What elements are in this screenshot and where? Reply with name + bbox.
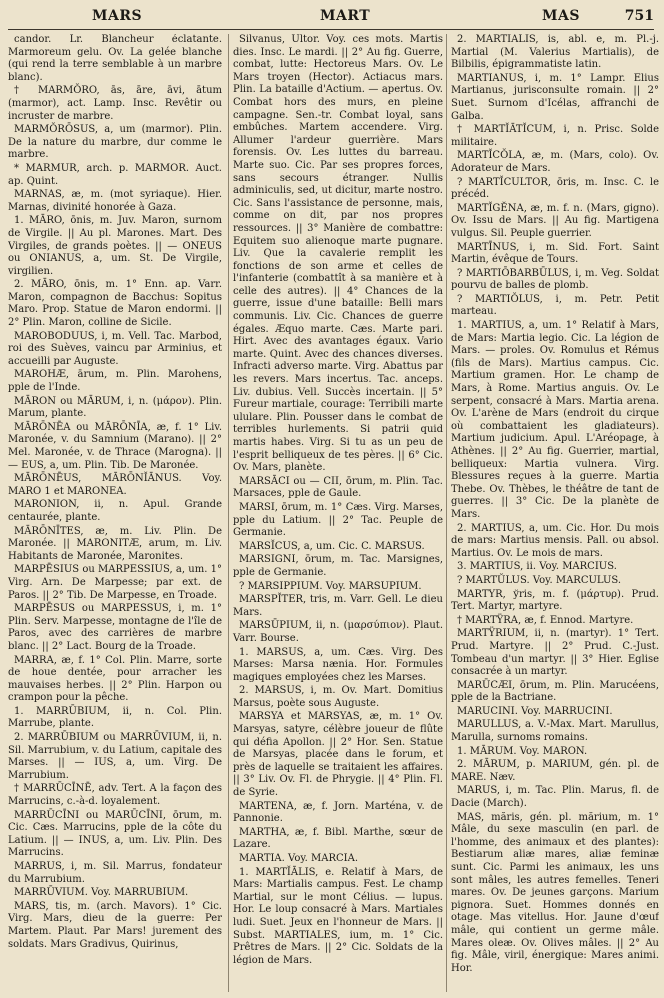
entry: MARMŎRŌSUS, a, um (marmor). Plin. De la nature du marbre, dur comme le marbre.	[8, 124, 222, 161]
entry: MARŪCÆI, ōrum, m. Plin. Marucéens, pple de la Bactriane.	[451, 679, 659, 704]
running-header	[8, 8, 654, 28]
entry: MAROBODUUS, i, m. Vell. Tac. Marbod, roi des Suèves, vaincu par Arminius, et accueilli par Auguste.	[8, 330, 222, 367]
page-number: 751	[624, 8, 654, 24]
entry: ? MARTĬCULTOR, ōris, m. Insc. C. le précéd.	[451, 176, 659, 201]
column-1	[8, 34, 222, 992]
entry: MAROHÆ, ārum, m. Plin. Marohens, pple de l'Inde.	[8, 369, 222, 394]
entry: MARSIGNI, ōrum, m. Tac. Marsignes, pple de Germanie.	[233, 554, 443, 578]
entry: † MARRŪCĪNĒ, adv. Tert. A la façon des Marrucins, c.-à-d. loyalement.	[8, 783, 222, 808]
entry: 2. MARSUS, i, m. Ov. Mart. Domitius Marsus, poète sous Auguste.	[233, 685, 443, 709]
entry: MARUCINI. Voy. MARRUCINI.	[457, 705, 613, 717]
entry: 1. MARTIUS, a, um. 1° Relatif à Mars, de Mars: Martia legio. Cic. La légion de Mars. — proles. Ov. Romulus et Rémus (fils de Mars). Martius campus. Cic. Martium gramen. Hor. Le champ de Mars, à Rome. Martius anguis. Ov. Le serpent, consacré à Mars. Martia arena. Ov. L'arène de Mars (endroit du cirque où combattaient les gladiateurs). Martium judicium. Apul. L'Aréopage, à Athènes. || 2° Au fig. Guerrier, martial, belliqueux: Martia vulnera. Virg. Blessures reçues à la guerre. Martia Thebe. Ov. Thèbes, le théâtre de tant de guerres. || 3° Cic. De la planète de Mars.	[451, 320, 659, 520]
entry: * MARMUR, arch. p. MARMOR. Auct. ap. Quint.	[8, 162, 222, 187]
entry: ? MARSIPPIUM. Voy. MARSUPIUM.	[239, 580, 422, 592]
entry: 1. MĀRO, ōnis, m. Juv. Maron, surnom de Virgile. || Au pl. Marones. Mart. Des Virgiles, de grands poètes. || — ONEUS ou ONIANUS, a, um. St. De Virgile, virgilien.	[8, 215, 222, 277]
entry: MARTŸRIUM, ii, n. (martyr). 1° Tert. Prud. Martyre. || 2° Prud. C.-Just. Tombeau d'un martyr. || 3° Hier. Eglise consacrée à un martyr.	[451, 628, 659, 678]
right-guide-word: MAS	[542, 8, 580, 24]
entry: Silvanus, Ultor. Voy. ces mots. Martis dies. Insc. Le mardi. || 2° Au fig. Guerre, combat, lutte: Hectoreus Mars. Ov. Le Mars troyen (Hector). Actiacus mars. Plin. La bataille d'Actium. — apertus. Ov. Combat hors des murs, en pleine campagne. Sen.-tr. Combat loyal, sans embûches. Martem accendere. Virg. Allumer l'ardeur guerrière. Mars forensis. Ov. Les luttes du barreau. Marte suo. Cic. Par ses propres forces, sans secours étranger. Nullis adminiculis, sed, ut dicitur, marte nostro. Cic. Sans l'assistance de personne, mais, comme on dit, par nos propres ressources. || 3° Manière de combattre: Equitem suo alienoque marte pugnare. Liv. Que la cavalerie remplit les fonctions de son arme et celles de l'infanterie (combattît à sa manière et à celle des autres). || 4° Chances de la guerre, issue d'une bataille: Belli mars communis. Liv. Cic. Chances de guerre égales. Æquo marte. Cæs. Marte pari. Hirt. Avec des avantages égaux. Vario marte. Quint. Avec des chances diverses. Infracti adverso marte. Virg. Abattus par les revers. Mars incertus. Tac. anceps. Liv. dubius. Vell. Succès incertain. || 5° Fureur martiale, courage: Terribili marte ululare. Plin. Pousser dans le combat de terribles hurlements. Si patrii quid martis habes. Virg. Si tu as un peu de l'esprit belliqueux de tes pères. || 6° Cic. Ov. Mars, planète.	[233, 34, 443, 474]
entry: MARTĬCŎLA, æ, m. (Mars, colo). Ov. Adorateur de Mars.	[451, 150, 659, 174]
entry: MARNAS, æ, m. (mot syriaque). Hier. Marnas, divinité honorée à Gaza.	[8, 189, 222, 213]
entry: MARTHA, æ, f. Bibl. Marthe, sœur de Lazare.	[233, 826, 443, 851]
entry: MARTIANUS, i, m. 1° Lampr. Elius Martianus, jurisconsulte romain. || 2° Suet. Surnom d'Icélas, affranchi de Galba.	[451, 72, 659, 122]
entry: MARULLUS, a. V.-Max. Mart. Marullus, Marulla, surnoms romains.	[451, 719, 659, 744]
entry: MARTĬGĔNA, æ, m. f. n. (Mars, gigno). Ov. Issu de Mars. || Au fig. Martigena vulgus. Sil. Peuple guerrier.	[451, 202, 659, 239]
entry: 2. MARTĬĀLIS, is, abl. e, m. Pl.-j. Martial (M. Valerius Martialis), de Bilbilis, épigrammatiste latin.	[451, 34, 659, 71]
entry: MĀRON ou MĀRUM, i, n. (μάρον). Plin. Marum, plante.	[8, 395, 222, 420]
entry: MAS, măris, gén. pl. mărium, m. 1° Mâle, du sexe masculin (en parl. de l'homme, des animaux et des plantes): Bestiarum aliæ mares, aliæ feminæ sunt. Cic. Parmi les animaux, les uns sont mâles, les autres femelles. Teneri mares. Ov. De jeunes garçons. Marium pignora. Suet. Hommes donnés en otage. Mas vitellus. Hor. Jaune d'œuf mâle, qui contient un germe mâle. Mares oleæ. Ov. Olives mâles. || 2° Au fig. Mâle, viril, énergique: Mares animi. Hor.	[451, 811, 659, 974]
entry: candor. Lr. Blancheur éclatante. Marmoreum gelu. Ov. La gelée blanche (qui rend la terre semblable à un marbre blanc).	[8, 34, 222, 83]
entry: 1. MĀRUM. Voy. MARON.	[457, 745, 588, 757]
entry: MARRŪVIUM. Voy. MARRUBIUM.	[14, 887, 189, 899]
entry: MARTIA. Voy. MARCIA.	[239, 853, 359, 864]
column-3	[446, 34, 659, 992]
entry: MARRUS, i, m. Sil. Marrus, fondateur du Marrubium.	[8, 861, 222, 885]
entry: 2. MARTIUS, a, um. Cic. Hor. Du mois de mars: Martius mensis. Pall. ou absol. Martius. Ov. Le mois de mars.	[451, 522, 659, 559]
entry: MARSĬCUS, a, um. Cic. C. MARSUS.	[239, 540, 425, 552]
entry: MARSĀCI ou — CII, ōrum, m. Plin. Tac. Marsaces, pple de Gaule.	[233, 475, 443, 500]
entry: MĀRŌNĒA ou MĀRŌNĪA, æ, f. 1° Liv. Maronée, v. du Samnium (Marano). || 2° Mel. Maronée, v. de Thrace (Marogna). || — EUS, a, um. Plin. Tib. De Maronée.	[8, 421, 222, 471]
header-rule	[8, 29, 654, 30]
entry: MARONION, ii, n. Apul. Grande centaurée, plante.	[8, 499, 222, 523]
entry: 3. MARTIUS, ii. Voy. MARCIUS.	[457, 561, 617, 573]
entry: MARRA, æ, f. 1° Col. Plin. Marre, sorte de houe dentée, pour arracher les mauvaises herbes. || 2° Plin. Harpon ou crampon pour la pêche.	[8, 654, 222, 704]
entry: ? MARTŬLUS. Voy. MARCULUS.	[457, 574, 622, 586]
entry: † MARTĬĀTĬCUM, i, n. Prisc. Solde militaire.	[451, 124, 659, 148]
entry: 2. MĀRUM, p. MARIUM, gén. pl. de MARE. Næv.	[451, 759, 659, 783]
entry: MARSPĬTER, tris, m. Varr. Gell. Le dieu Mars.	[233, 594, 443, 618]
entry: MARTYR, ўris, m. f. (μάρτυρ). Prud. Tert. Martyr, martyre.	[451, 588, 659, 613]
entry: MARSŪPIUM, ii, n. (μαρσύπιον). Plaut. Varr. Bourse.	[233, 620, 443, 644]
entry: † MARMŎRO, ās, āre, āvi, ātum (marmor), act. Lamp. Insc. Revêtir ou incruster de marbre.	[8, 85, 222, 122]
entry: MARTĪNUS, i, m. Sid. Fort. Saint Martin, évêque de Tours.	[451, 241, 659, 266]
entry: 2. MĀRO, ōnis, m. 1° Enn. ap. Varr. Maron, compagnon de Bacchus: Sopitus Maro. Prop. Statue de Maron endormi. || 2° Plin. Maron, colline de Sicile.	[8, 279, 222, 329]
entry: 1. MARRŪBIUM, ii, n. Col. Plin. Marrube, plante.	[8, 705, 222, 730]
entry: 1. MARSUS, a, um. Cæs. Virg. Des Marses: Marsa nænia. Hor. Formules magiques employées chez les Marses.	[233, 646, 443, 683]
entry: MARSI, ōrum, m. 1° Cæs. Virg. Marses, pple du Latium. || 2° Tac. Peuple de Germanie.	[233, 501, 443, 539]
entry: MARPĒSUS ou MARPESSUS, i, m. 1° Plin. Serv. Marpesse, montagne de l'île de Paros, avec des carrières de marbre blanc. || 2° Lact. Bourg de la Troade.	[8, 603, 222, 652]
entry: MARTENA, æ, f. Jorn. Marténa, v. de Pannonie.	[233, 800, 443, 825]
column-2	[228, 34, 443, 992]
entry: MARRŪCĪNI ou MARŪCĪNI, ōrum, m. Cic. Cæs. Marrucins, pple de la côte du Latium. || — INUS, a, um. Liv. Plin. Des Marrucins.	[8, 809, 222, 859]
entry: MARSYA et MARSYAS, æ, m. 1° Ov. Marsyas, satyre, célèbre joueur de flûte qui défia Apollon. || 2° Hor. Sen. Statue de Marsyas, placée dans le forum, et près de laquelle se traitaient les affaires. || 3° Liv. Ov. Fl. de Phrygie. || 4° Plin. Fl. de Syrie.	[233, 711, 443, 799]
entry: † MARTŸRA, æ, f. Ennod. Martyre.	[457, 614, 634, 626]
entry: ? MARTIŎLUS, i, m. Petr. Petit marteau.	[451, 293, 659, 318]
middle-guide-word: MART	[320, 8, 371, 24]
entry: ? MARTIŌBARBŪLUS, i, m. Veg. Soldat pourvu de balles de plomb.	[451, 267, 659, 292]
entry: MĀRŌNĒUS, MĀRŌNĬĀNUS. Voy. MARO 1 et MARONEA.	[8, 473, 222, 497]
left-guide-word: MARS	[92, 8, 143, 24]
entry: 1. MARTĬĀLIS, e. Relatif à Mars, de Mars: Martialis campus. Fest. Le champ Martial, sur le mont Célius. — lupus. Hor. Le loup consacré à Mars. Martiales ludi. Suet. Jeux en l'honneur de Mars. || Subst. MARTIALES, ium, m. 1° Cic. Prêtres de Mars. || 2° Cic. Soldats de la légion de Mars.	[233, 866, 443, 966]
entry: 2. MARRŪBIUM ou MARRŪVIUM, ii, n. Sil. Marrubium, v. du Latium, capitale des Marses. || — IUS, a, um. Virg. De Marrubium.	[8, 732, 222, 781]
entry: MARUS, i, m. Tac. Plin. Marus, fl. de Dacie (March).	[451, 785, 659, 810]
entry: MĀRŌNĪTES, æ, m. Liv. Plin. De Maronée. || MARONITÆ, arum, m. Liv. Habitants de Maronée, Maronites.	[8, 525, 222, 562]
entry: MARPĒSIUS ou MARPESSIUS, a, um. 1° Virg. Arn. De Marpesse; par ext. de Paros. || 2° Tib. De Marpesse, en Troade.	[8, 564, 222, 601]
entry: MARS, tis, m. (arch. Mavors). 1° Cic. Virg. Mars, dieu de la guerre: Per Martem. Plaut. Par Mars! jurement des soldats. Mars Gradivus, Quirinus,	[8, 900, 222, 950]
